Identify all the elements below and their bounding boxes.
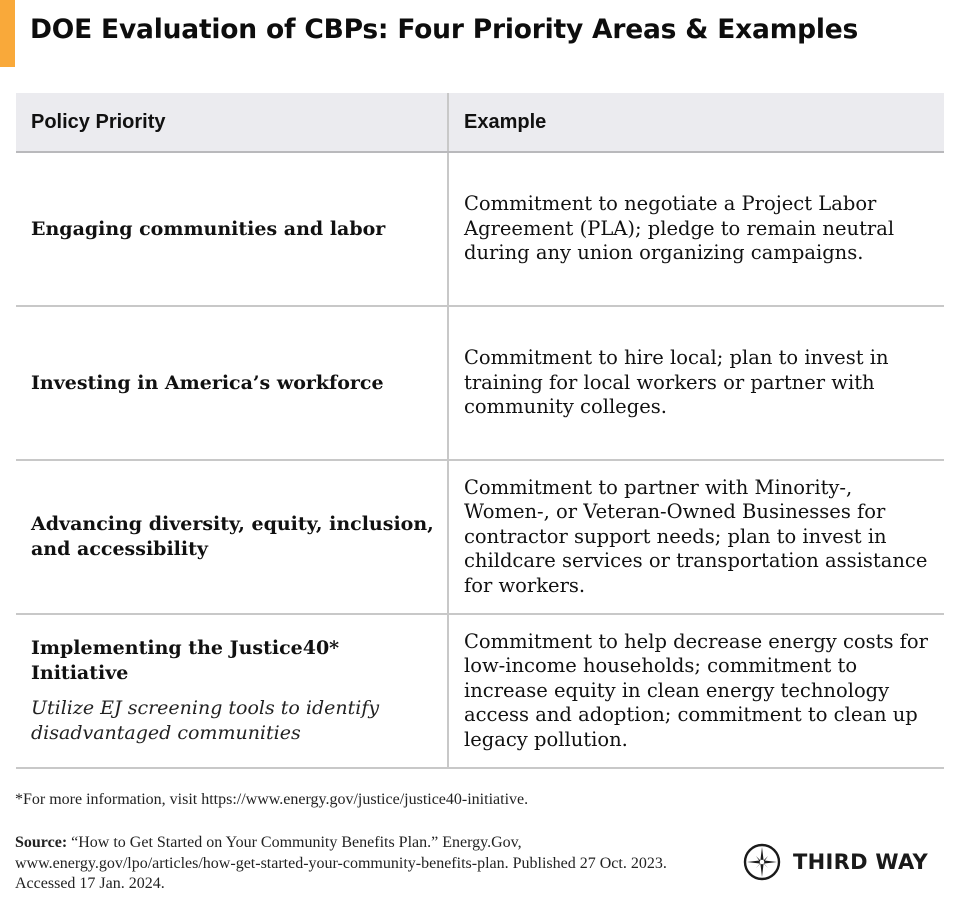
header-example: Example	[464, 110, 547, 133]
table-row	[16, 461, 944, 615]
table-row	[16, 615, 944, 769]
page-title: DOE Evaluation of CBPs: Four Priority Areas & Examples	[30, 14, 859, 45]
accent-bar	[0, 0, 15, 67]
priority-label: Advancing diversity, equity, inclusion, and accessibility	[31, 513, 434, 560]
compass-star-icon	[743, 843, 781, 881]
example-text: Commitment to partner with Minority-, Women-, or Veteran-Owned Businesses for contractor support needs; plan to invest in childcare services or transportation assistance for workers.	[464, 475, 928, 597]
priority-table	[16, 93, 944, 769]
example-text: Commitment to negotiate a Project Labor Agreement (PLA); pledge to remain neutral during any union organizing campaigns.	[464, 192, 895, 265]
table-header	[16, 93, 944, 153]
priority-label: Investing in America’s workforce	[31, 371, 384, 394]
third-way-logo	[743, 843, 928, 881]
footnote: *For more information, visit https://www.energy.gov/justice/justice40-initiative.	[15, 791, 529, 808]
priority-subtext: Utilize EJ screening tools to identify disadvantaged communities	[31, 697, 380, 744]
source-label: Source:	[15, 834, 68, 851]
table-row	[16, 307, 944, 461]
example-text: Commitment to hire local; plan to invest in training for local workers or partner with community colleges.	[464, 346, 889, 419]
priority-label: Engaging communities and labor	[31, 217, 386, 240]
example-text: Commitment to help decrease energy costs for low-income households; commitment to increase equity in clean energy technology access and adoption; commitment to clean up legacy pollution.	[464, 629, 928, 751]
priority-label: Implementing the Justice40* Initiative	[31, 637, 340, 684]
header-policy-priority: Policy Priority	[16, 93, 449, 151]
source-text: “How to Get Started on Your Community Benefits Plan.” Energy.Gov, www.energy.gov/lpo/articles/how-get-started-your-community-benefits-plan. Published 27 Oct. 2023. Accessed 17 Jan. 2024.	[15, 834, 667, 892]
table-row	[16, 153, 944, 307]
source-citation	[15, 833, 715, 895]
logo-text: THIRD WAY	[793, 850, 928, 874]
